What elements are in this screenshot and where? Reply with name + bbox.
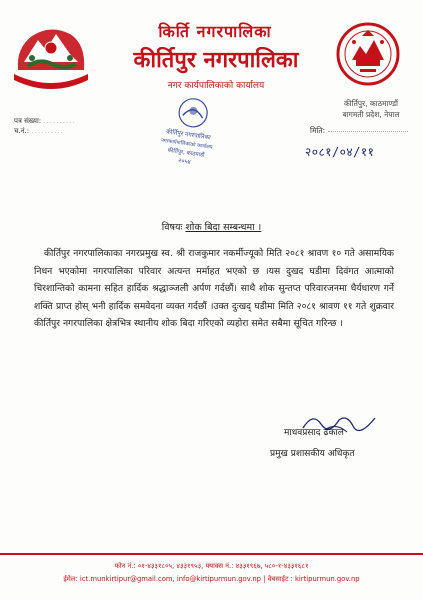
letterhead-title-small: किर्ति नगरपालिका [158, 22, 272, 41]
address-province: बागमती प्रदेश, नेपाल [342, 110, 400, 119]
signer-title: प्रमुख प्रशासकीय अधिकृत [270, 449, 355, 459]
letter-body: कीर्तिपुर नगरपालिकाका नगरप्रमुख स्व. श्री राजकुमार नकर्मीज्यूको मिति २०८१ श्रावण १० गते असामयिक निधन भएकोमा नगरपालिका परिवार अत्यन्त मर्माहत भएको छ ।यस दुखद घडीमा दिवंगत आत्माको चिरशान्तिको कामना सहित हार्दिक श्रद्धाञ्जली अर्पण गर्दछौं। साथै शोक सुन्तप्त परिवारजनमा धैर्यधारण गर्ने शक्ति प्राप्त होस् भनी हार्दिक समवेदना व्यक्त गर्दछौं ।उक्त दुःखद् घडीमा मिति २०८१ श्रावण ११ गते शुक्रवार कीर्तिपुर नगरपालिका क्षेत्रभित्र स्थानीय शोक बिदा गरिएको व्यहोरा समेत सबैमा सूचित गरिन्छ । [34, 248, 394, 330]
stamp-year: २०५४ [177, 157, 192, 166]
subject-line [0, 220, 423, 233]
footer-contact-email-web: ईमेल: ict.munkirtipur@gmail.com, info@kirtipurmun.gov.np | वेबसाईट : kirtipurmun.gov.np [63, 575, 360, 583]
date-dotted-line [328, 131, 408, 132]
reference-block: पत्र संख्या: .......... च.नं.: .......... [14, 117, 76, 135]
letterhead-office-name: नगर कार्यपालिकाको कार्यालय [167, 81, 265, 91]
dispatch-number-label: च.नं.: [14, 127, 30, 135]
subject-text: शोक बिदा सम्बन्धमा । [185, 222, 262, 233]
nepal-emblem-logo [10, 18, 92, 96]
footer-contact-phone: फोन नं.: ०१-४३३१८०५, ४३३१९५३, फ्याक्स नं.: ४३३१९६७, ५८०-१-४३३१६८१ [114, 562, 309, 570]
ref-number-label: पत्र संख्या: [14, 117, 42, 125]
subject-label: विषयः [161, 222, 183, 233]
municipality-logo [334, 22, 402, 86]
official-stamp [155, 91, 245, 181]
stamp-text-bottom: कीर्तिपुर, काठमाडौं [167, 147, 205, 159]
stamp-text-mid: नगरकार्यपालिकाको कार्यालय [160, 137, 213, 151]
date-label: मिति: [310, 126, 326, 135]
address-city: कीर्तिपुर, काठमाण्डौं [343, 99, 399, 108]
signer-name: माधवप्रसाद ढकाल [284, 428, 344, 438]
letterhead-municipality-name: कीर्तिपुर नगरपालिका [133, 48, 299, 73]
office-address [325, 98, 417, 120]
stamp-text-top: कीर्तिपुर नगरपालिका [165, 128, 212, 142]
footer-divider [0, 553, 423, 555]
date-handwritten: २०८१/०४/११ [305, 145, 375, 159]
